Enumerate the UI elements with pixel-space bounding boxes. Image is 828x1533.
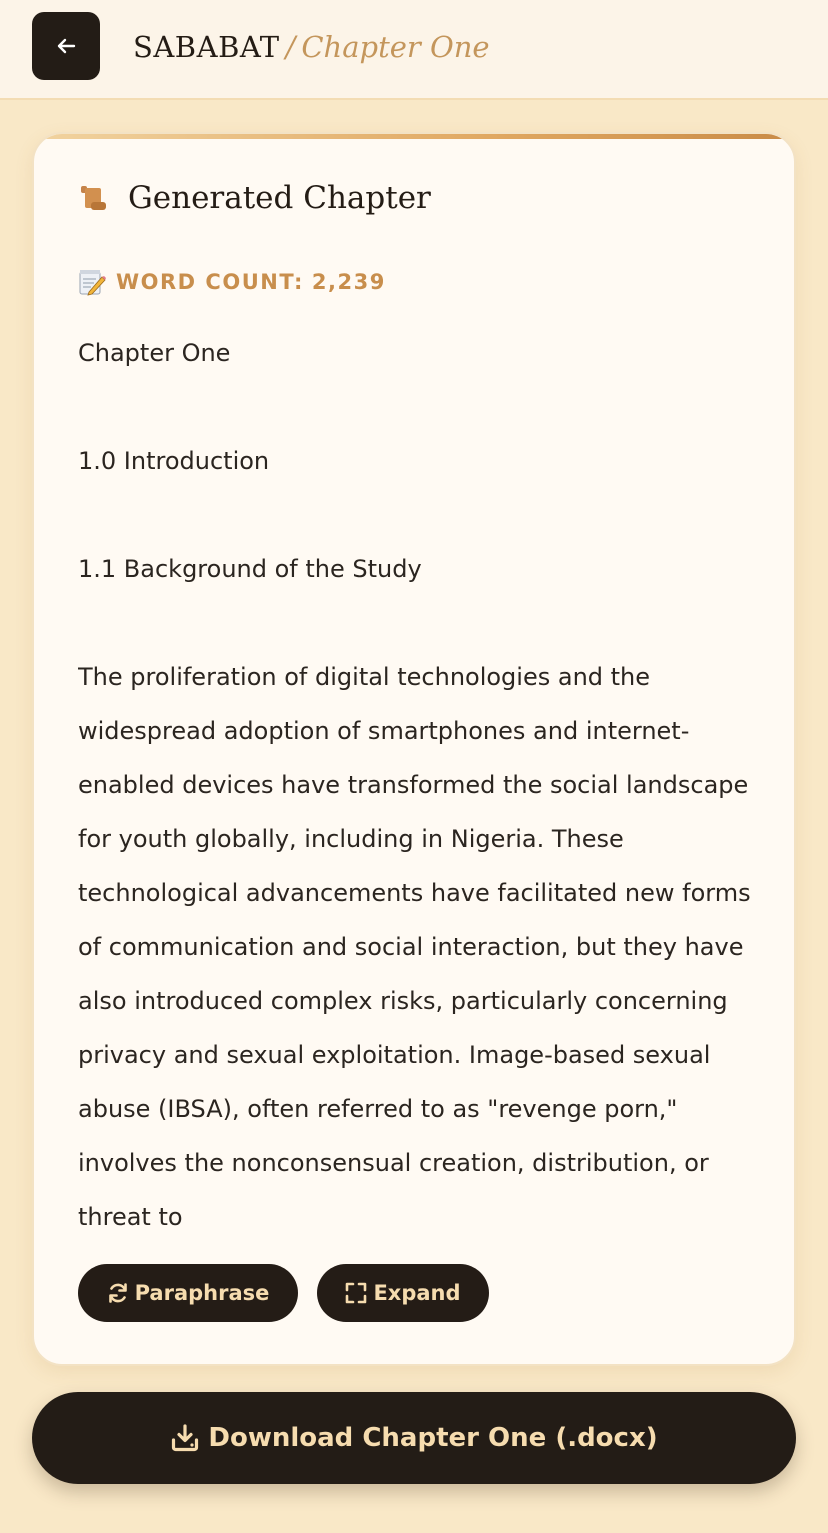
breadcrumb-chapter: Chapter One	[301, 30, 490, 64]
brand-name: SABABAT	[133, 30, 280, 64]
word-count-value: 2,239	[311, 270, 386, 294]
chapter-text	[78, 326, 758, 1232]
download-label: Download Chapter One (.docx)	[208, 1423, 658, 1453]
download-chapter-button[interactable]	[32, 1392, 796, 1484]
scroll-icon	[78, 183, 108, 213]
card-accent-bar	[34, 134, 794, 139]
chapter-heading: Chapter One	[78, 339, 231, 367]
refresh-icon	[107, 1282, 129, 1304]
generated-chapter-card	[32, 132, 796, 1366]
expand-label: Expand	[373, 1281, 461, 1305]
arrow-left-icon	[54, 34, 78, 58]
memo-icon	[78, 268, 106, 296]
card-heading	[78, 178, 431, 218]
download-icon	[170, 1423, 200, 1453]
expand-button[interactable]	[317, 1264, 489, 1322]
top-bar	[0, 0, 828, 100]
page-title	[133, 27, 490, 67]
breadcrumb-separator: /	[285, 30, 296, 64]
section-heading-background: 1.1 Background of the Study	[78, 555, 422, 583]
card-title: Generated Chapter	[128, 180, 431, 216]
section-heading-introduction: 1.0 Introduction	[78, 447, 270, 475]
paraphrase-button[interactable]	[78, 1264, 298, 1322]
word-count-label: WORD COUNT:	[116, 270, 304, 294]
body-paragraph: The proliferation of digital technologies and the widespread adoption of smartphones and internet-enabled devices have transformed the social landscape for youth globally, including in Nigeria. These technological advancements have facilitated new forms of communication and social interaction, but they have also introduced complex risks, particularly concerning privacy and sexual exploitation. Image-based sexual abuse (IBSA), often referred to as "revenge porn," involves the nonconsensual creation, distribution, or threat to	[78, 663, 751, 1231]
back-button[interactable]	[32, 12, 100, 80]
paraphrase-label: Paraphrase	[134, 1281, 270, 1305]
word-count	[78, 262, 386, 302]
expand-icon	[345, 1282, 367, 1304]
